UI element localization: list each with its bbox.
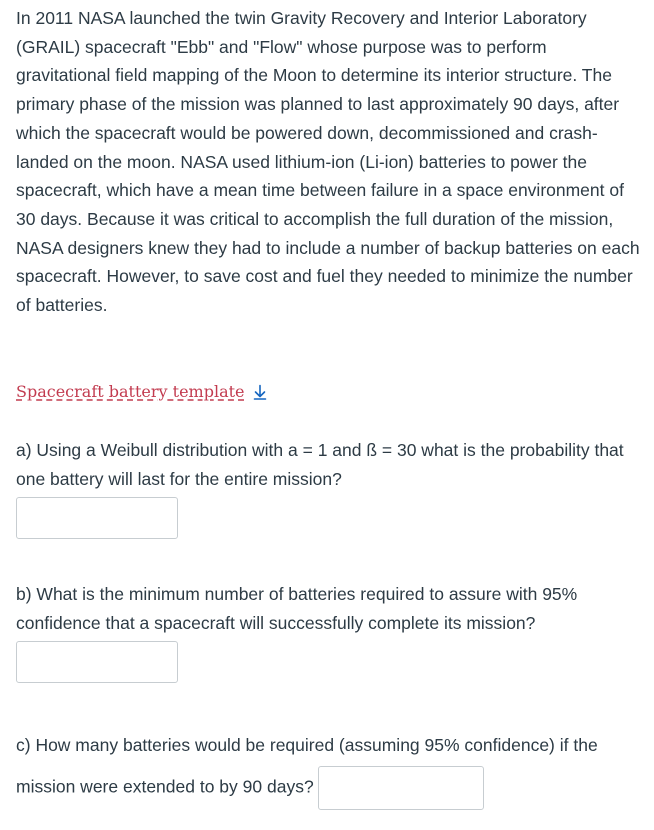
question-a-text: a) Using a Weibull distribution with a = 1 and ß = 30 what is the probability that one battery will last for the entire mission?	[16, 440, 624, 489]
spacecraft-battery-template-link[interactable]: Spacecraft battery template	[16, 382, 245, 401]
question-c-text: c) How many batteries would be required (assuming 95% confidence) if the mission were extended to by 90 days?	[16, 735, 598, 797]
question-c	[16, 725, 641, 810]
download-arrow-icon[interactable]	[252, 384, 268, 406]
problem-statement: In 2011 NASA launched the twin Gravity Recovery and Interior Laboratory (GRAIL) spacecraft "Ebb" and "Flow" whose purpose was to perform gravitational field mapping of the Moon to determine its interior structure. The primary phase of the mission was planned to last approximately 90 days, after which the spacecraft would be powered down, decommissioned and crash-landed on the moon. NASA used lithium-ion (Li-ion) batteries to power the spacecraft, which have a mean time between failure in a space environment of 30 days. Because it was critical to accomplish the full duration of the mission, NASA designers knew they had to include a number of backup batteries on each spacecraft. However, to save cost and fuel they needed to minimize the number of batteries.	[16, 8, 640, 316]
answer-c-input[interactable]	[318, 766, 484, 810]
attachment-row	[16, 381, 268, 406]
answer-a-input[interactable]	[16, 497, 178, 539]
question-b-text: b) What is the minimum number of batteries required to assure with 95% confidence that a spacecraft will successfully complete its mission?	[16, 584, 578, 633]
answer-b-input[interactable]	[16, 641, 178, 683]
